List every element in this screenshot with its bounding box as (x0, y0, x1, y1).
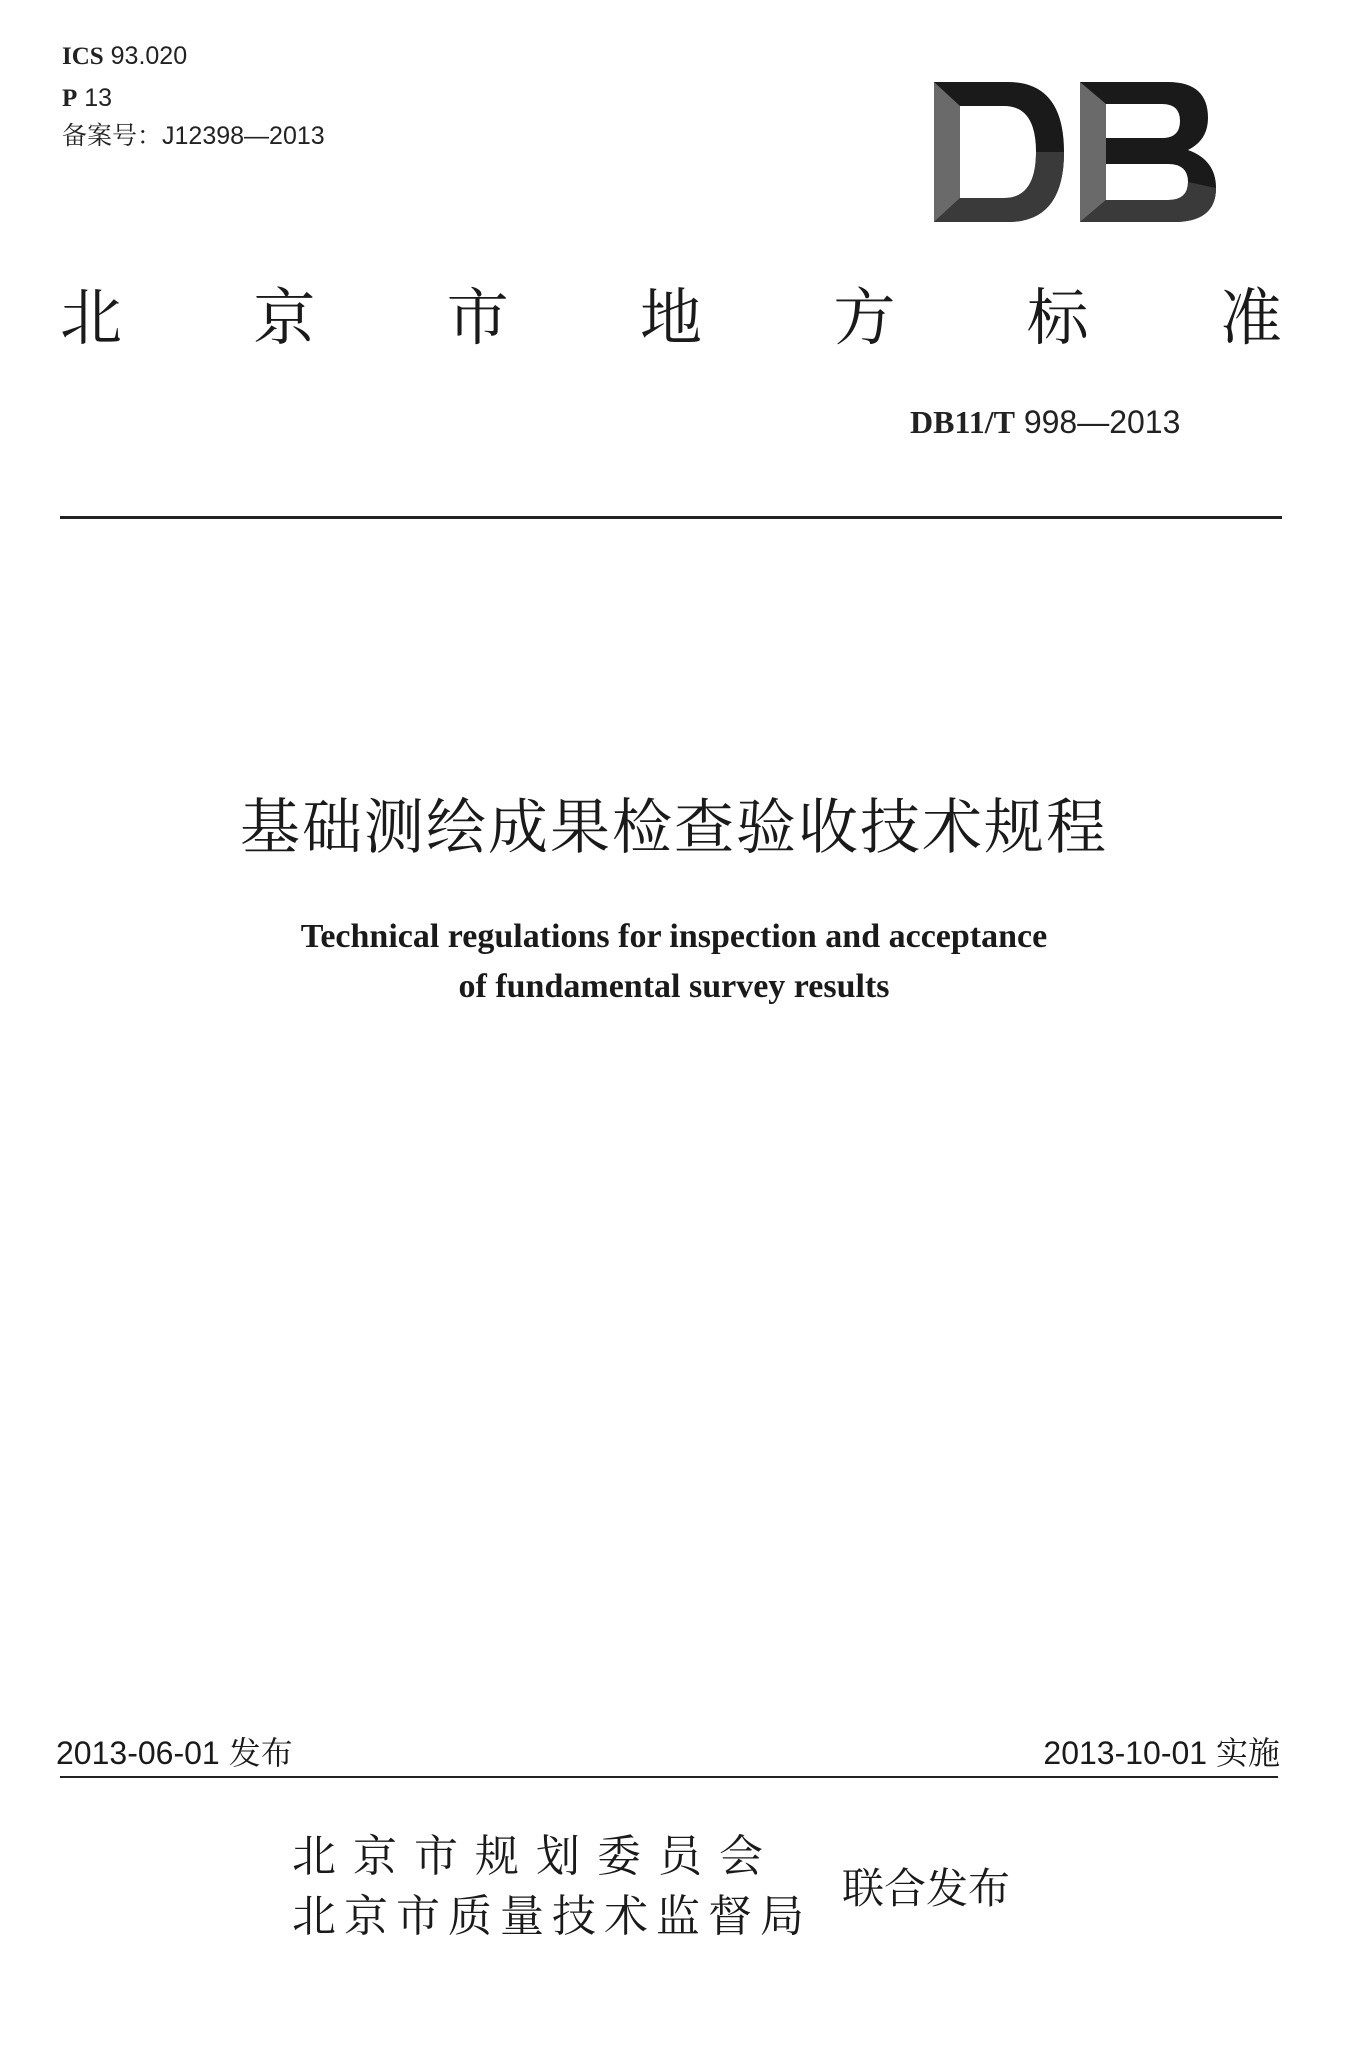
standard-number-value: 998—2013 (1023, 404, 1181, 440)
issuer-quality-bureau: 北京市质量技术监督局 (292, 1891, 812, 1942)
record-number (62, 124, 325, 149)
ics-code (62, 44, 187, 69)
classification-code (62, 86, 112, 111)
record-value: J12398—2013 (162, 122, 325, 150)
ics-label: ICS (62, 43, 104, 70)
standard-type-char: 北 (60, 280, 123, 354)
standard-type-char: 标 (1026, 280, 1089, 354)
standard-type-heading (60, 272, 1282, 352)
standard-type-char: 准 (1219, 280, 1282, 354)
standard-type-char: 地 (639, 280, 702, 354)
classification-label: P (62, 85, 78, 112)
standard-type-char: 京 (253, 280, 316, 354)
dates-divider (60, 1776, 1278, 1778)
ics-value: 93.020 (110, 42, 188, 70)
header-divider (60, 516, 1282, 519)
record-label: 备案号： (62, 122, 163, 150)
standard-code: DB11/T (910, 404, 1015, 440)
joint-issue-label: 联合发布 (842, 1864, 1011, 1913)
db-logo (930, 78, 1220, 226)
title-english-line1: Technical regulations for inspection and acceptance (300, 918, 1048, 955)
implementation-date: 2013-10-01 实施 (1043, 1735, 1280, 1771)
classification-value: 13 (84, 84, 113, 112)
standard-number (910, 404, 1180, 441)
title-chinese: 基础测绘成果检查验收技术规程 (240, 793, 1108, 863)
issuer-planning-commission: 北京市规划委员会 (292, 1831, 780, 1882)
issue-date: 2013-06-01 发布 (56, 1735, 293, 1771)
title-english-line2: of fundamental survey results (458, 968, 890, 1005)
standard-type-char: 方 (833, 280, 896, 354)
standard-type-char: 市 (446, 280, 509, 354)
